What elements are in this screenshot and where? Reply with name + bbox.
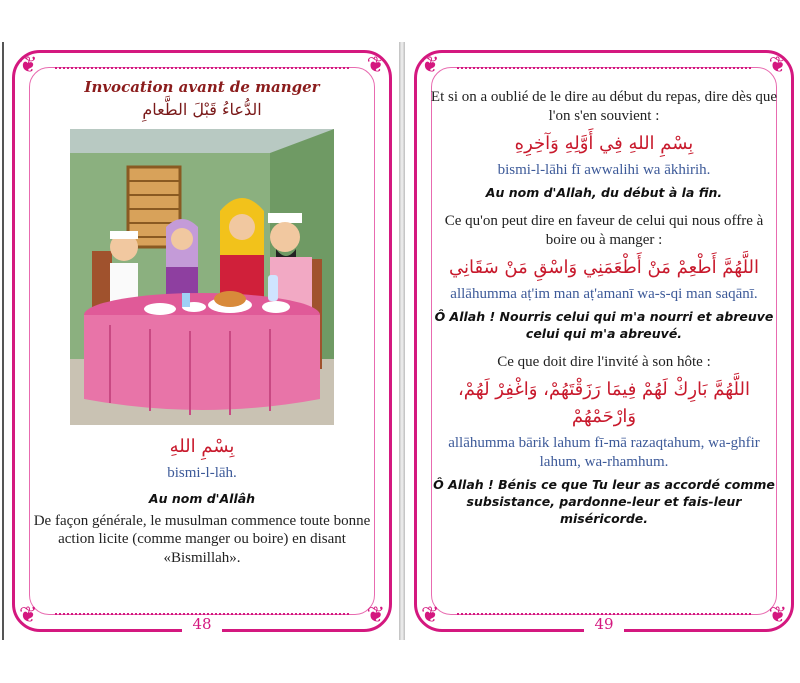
book-spread: [0, 42, 800, 642]
corner-ornament-icon: ❦: [768, 603, 787, 628]
arabic-invocation: بِسْمِ اللهِ فِي أَوَّلِهِ وَآخِرِهِ: [514, 132, 694, 154]
page-title: Invocation avant de manger: [84, 78, 320, 96]
transliteration: bismi-l-lāhi fī awwalihi wa ākhirih.: [497, 161, 711, 178]
body-text: De façon générale, le musulman commence toute bonne action licite (comme manger ou boire) en disant «Bismillah».: [33, 512, 371, 567]
translation: Au nom d'Allah, du début à la fin.: [485, 185, 723, 201]
top-ornament: [55, 57, 349, 69]
corner-ornament-icon: ❦: [421, 603, 440, 628]
book-gutter: [399, 42, 405, 640]
corner-ornament-icon: ❦: [19, 53, 38, 78]
intro-text: Et si on a oublié de le dire au début du repas, dire dès que l'on s'en souvient :: [430, 89, 778, 124]
page-title-arabic: الدُّعاءُ قَبْلَ الطَّعامِ: [142, 100, 262, 119]
top-ornament: [457, 57, 751, 69]
page-number: 48: [15, 615, 389, 633]
left-page-content: [26, 70, 378, 610]
intro-text: Ce qu'on peut dire en faveur de celui qui nous offre à boire ou à manger :: [444, 213, 764, 248]
translation: Ô Allah ! Nourris celui qui m'a nourri et abreuve celui qui m'a abreuvé.: [434, 309, 774, 342]
left-page: [2, 42, 400, 640]
arabic-invocation: اللَّهُمَّ أَطْعِمْ مَنْ أَطْعَمَنِي وَاسْقِ مَنْ سَقَانِي: [448, 256, 760, 278]
arabic-invocation: بِسْمِ اللهِ: [169, 436, 235, 457]
corner-ornament-icon: ❦: [366, 53, 385, 78]
right-page-content: [428, 70, 780, 610]
translation: Au nom d'Allâh: [148, 490, 256, 506]
family-meal-illustration: [70, 129, 334, 425]
corner-ornament-icon: ❦: [768, 53, 787, 78]
arabic-invocation: اللَّهُمَّ بَارِكْ لَهُمْ فِيمَا رَزَقْتَهُمْ، وَاغْفِرْ لَهُمْ، وَارْحَمْهُمْ: [458, 378, 750, 427]
transliteration: allāhumma aṭ'im man aṭ'amanī wa-s-qi man saqānī.: [450, 285, 758, 302]
intro-text: Ce que doit dire l'invité à son hôte :: [497, 354, 711, 371]
translation: Ô Allah ! Bénis ce que Tu leur as accordé comme subsistance, pardonne-leur et fais-leur miséricorde.: [433, 477, 775, 527]
page-number: 49: [417, 615, 791, 633]
corner-ornament-icon: ❦: [19, 603, 38, 628]
right-page: [406, 42, 800, 640]
corner-ornament-icon: ❦: [421, 53, 440, 78]
corner-ornament-icon: ❦: [366, 603, 385, 628]
transliteration: bismi-l-lāh.: [167, 465, 237, 481]
transliteration: allāhumma bārik lahum fī-mā razaqtahum, wa-ghfir lahum, wa-rhamhum.: [448, 434, 760, 470]
